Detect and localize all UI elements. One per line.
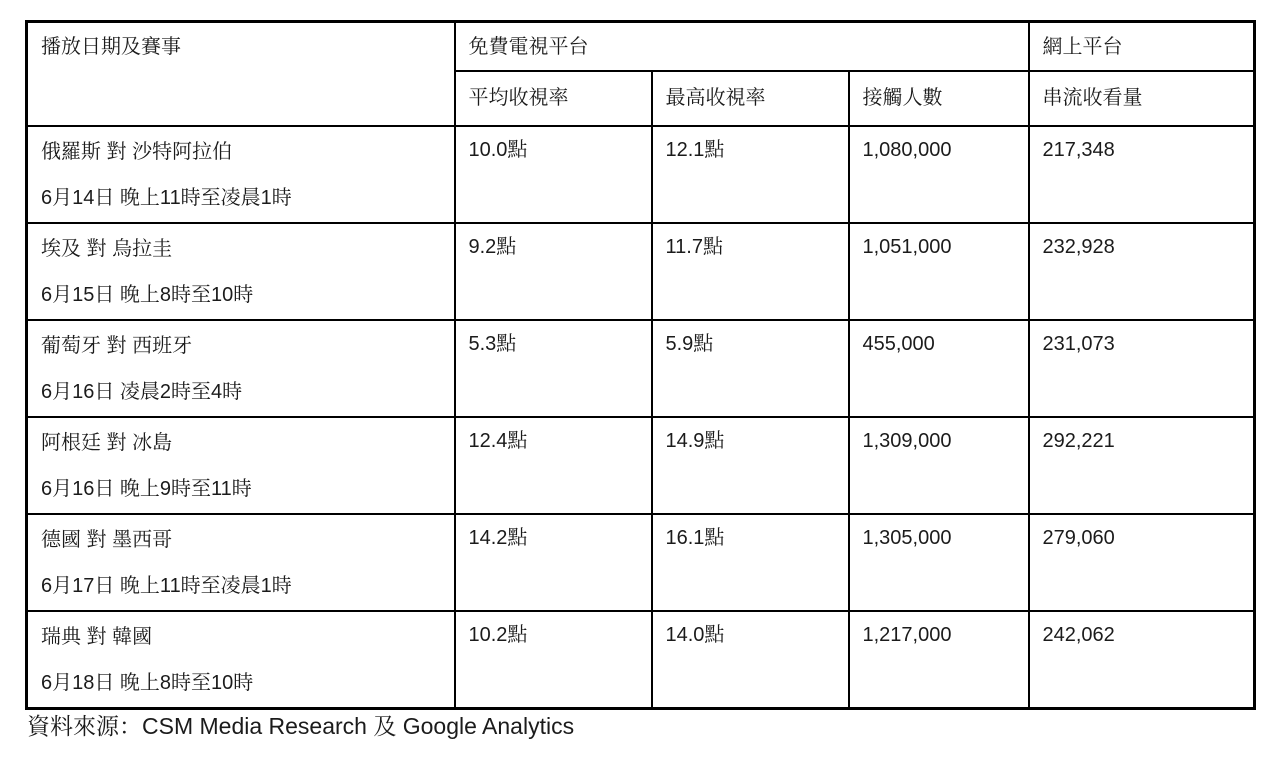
match-name: 俄羅斯 對 沙特阿拉伯 xyxy=(41,141,233,163)
header-peak-rating: 最高收視率 xyxy=(652,71,849,126)
table-row xyxy=(27,223,1255,320)
cell-avg-rating: 10.2點 xyxy=(455,611,652,708)
cell-peak-rating: 5.9點 xyxy=(652,320,849,417)
cell-reach: 1,217,000 xyxy=(849,611,1029,708)
cell-avg-rating: 5.3點 xyxy=(455,320,652,417)
header-stream-views: 串流收看量 xyxy=(1029,71,1255,126)
cell-peak-rating: 14.9點 xyxy=(652,417,849,514)
table-row xyxy=(27,417,1255,514)
cell-match-schedule xyxy=(27,417,455,514)
cell-avg-rating: 10.0點 xyxy=(455,126,652,223)
cell-stream-views: 232,928 xyxy=(1029,223,1255,320)
table-row xyxy=(27,611,1255,708)
cell-reach: 1,080,000 xyxy=(849,126,1029,223)
cell-avg-rating: 9.2點 xyxy=(455,223,652,320)
cell-reach: 455,000 xyxy=(849,320,1029,417)
match-name: 埃及 對 烏拉圭 xyxy=(41,238,173,260)
cell-avg-rating: 14.2點 xyxy=(455,514,652,611)
header-date-event: 播放日期及賽事 xyxy=(27,22,455,127)
cell-peak-rating: 14.0點 xyxy=(652,611,849,708)
ratings-table xyxy=(25,20,1256,710)
cell-stream-views: 242,062 xyxy=(1029,611,1255,708)
match-name: 葡萄牙 對 西班牙 xyxy=(41,335,193,357)
cell-stream-views: 231,073 xyxy=(1029,320,1255,417)
cell-stream-views: 279,060 xyxy=(1029,514,1255,611)
match-name: 阿根廷 對 冰島 xyxy=(41,432,173,454)
cell-peak-rating: 12.1點 xyxy=(652,126,849,223)
header-group-free-tv: 免費電視平台 xyxy=(455,22,1029,72)
cell-stream-views: 217,348 xyxy=(1029,126,1255,223)
cell-stream-views: 292,221 xyxy=(1029,417,1255,514)
table-row xyxy=(27,320,1255,417)
match-schedule: 6月18日 晚上8時至10時 xyxy=(41,672,254,694)
cell-reach: 1,305,000 xyxy=(849,514,1029,611)
table-row xyxy=(27,126,1255,223)
match-schedule: 6月16日 凌晨2時至4時 xyxy=(41,381,243,403)
cell-avg-rating: 12.4點 xyxy=(455,417,652,514)
header-avg-rating: 平均收視率 xyxy=(455,71,652,126)
table-row xyxy=(27,514,1255,611)
match-schedule: 6月16日 晚上9時至11時 xyxy=(41,478,252,500)
cell-reach: 1,051,000 xyxy=(849,223,1029,320)
match-name: 德國 對 墨西哥 xyxy=(41,529,173,551)
cell-match-schedule xyxy=(27,514,455,611)
match-schedule: 6月14日 晚上11時至凌晨1時 xyxy=(41,187,292,209)
cell-reach: 1,309,000 xyxy=(849,417,1029,514)
data-source-note: 資料來源：CSM Media Research 及 Google Analytics xyxy=(27,713,575,739)
cell-match-schedule xyxy=(27,320,455,417)
table-header xyxy=(27,22,1255,127)
header-group-online: 網上平台 xyxy=(1029,22,1255,72)
match-name: 瑞典 對 韓國 xyxy=(41,626,153,648)
match-schedule: 6月17日 晚上11時至凌晨1時 xyxy=(41,575,292,597)
cell-match-schedule xyxy=(27,223,455,320)
match-schedule: 6月15日 晚上8時至10時 xyxy=(41,284,254,306)
cell-peak-rating: 16.1點 xyxy=(652,514,849,611)
cell-peak-rating: 11.7點 xyxy=(652,223,849,320)
cell-match-schedule xyxy=(27,611,455,708)
cell-match-schedule xyxy=(27,126,455,223)
header-reach: 接觸人數 xyxy=(849,71,1029,126)
